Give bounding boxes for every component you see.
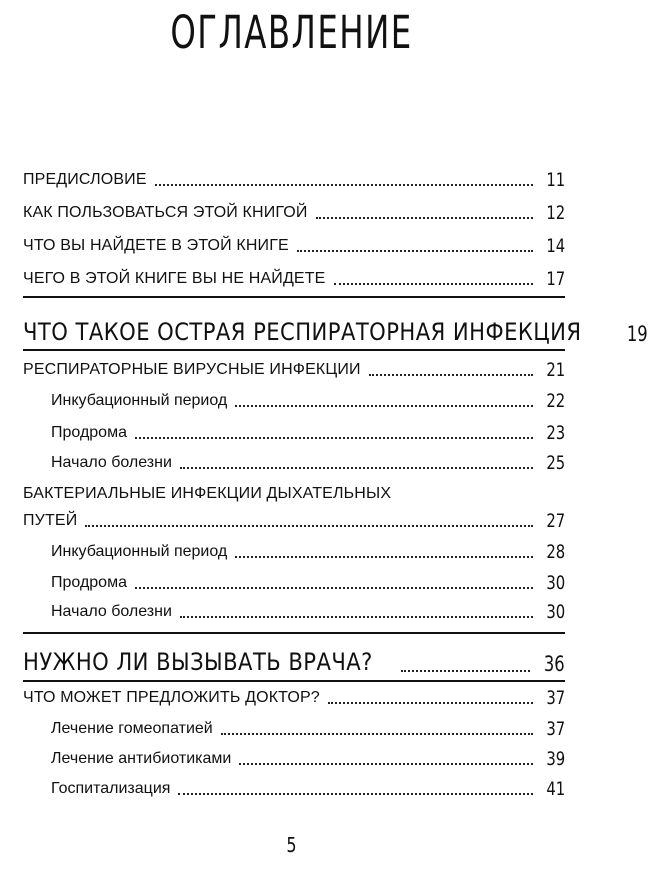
toc-entry-foreword[interactable]: [23, 170, 565, 190]
dot-leader: [135, 587, 533, 589]
dot-leader: [401, 670, 531, 672]
toc-part-heading-page: 36: [544, 652, 565, 676]
toc-entry-doctor-offer[interactable]: [23, 688, 565, 708]
dot-leader: [180, 467, 533, 469]
toc-subentry-antibiotics[interactable]: [23, 749, 565, 769]
toc-part-heading-page: 19: [626, 322, 648, 346]
toc-subentry-homeopathy[interactable]: [23, 719, 565, 739]
dot-leader: [239, 763, 532, 765]
toc-subentry-label: Лечение антибиотиками: [51, 750, 232, 767]
dot-leader: [297, 250, 533, 252]
dot-leader: [235, 405, 533, 407]
toc-subentry-page: 22: [546, 390, 565, 412]
toc-subentry-label: Лечение гомеопатией: [51, 720, 213, 737]
toc-part-heading-text: НУЖНО ЛИ ВЫЗЫВАТЬ ВРАЧА?: [23, 648, 373, 676]
toc-subentry-page: 41: [546, 778, 565, 800]
toc-entry-label: ПУТЕЙ: [23, 512, 78, 529]
dot-leader: [328, 702, 533, 704]
page-number: 5: [286, 833, 297, 857]
toc-part-heading-call-doctor[interactable]: [23, 648, 565, 676]
toc-part-heading-text: ЧТО ТАКОЕ ОСТРАЯ РЕСПИРАТОРНАЯ ИНФЕКЦИЯ: [23, 318, 582, 346]
dot-leader: [369, 374, 533, 376]
dot-leader: [85, 525, 532, 527]
dot-leader: [180, 616, 533, 618]
toc-subentry-hospitalization[interactable]: [23, 779, 565, 799]
toc-subentry-onset[interactable]: [23, 602, 565, 622]
dot-leader: [316, 217, 533, 219]
toc-entry-page: 27: [546, 510, 565, 532]
toc-subentry-onset[interactable]: [23, 453, 565, 473]
toc-subentry-page: 30: [546, 601, 565, 623]
toc-subentry-page: 37: [546, 718, 565, 740]
dot-leader: [135, 437, 533, 439]
page-title: ОГЛАВЛЕНИЕ: [170, 6, 413, 59]
toc-subentry-page: 25: [546, 452, 565, 474]
toc-entry-label: ЧТО МОЖЕТ ПРЕДЛОЖИТЬ ДОКТОР?: [23, 689, 320, 706]
dot-leader: [221, 733, 533, 735]
toc-subentry-label: Госпитализация: [51, 780, 171, 797]
toc-part-heading-label: [23, 648, 421, 676]
toc-subentry-page: 28: [546, 541, 565, 563]
toc-subentry-incubation[interactable]: [23, 542, 565, 562]
toc-subentry-label: Продрома: [51, 424, 127, 441]
section-divider: [23, 680, 565, 682]
toc-subentry-page: 30: [546, 572, 565, 594]
toc-subentry-label: Инкубационный период: [51, 543, 228, 560]
section-divider: [23, 296, 565, 298]
toc-subentry-label: Начало болезни: [51, 603, 172, 620]
toc-subentry-prodrome[interactable]: [23, 573, 565, 593]
toc-subentry-label: Продрома: [51, 574, 127, 591]
dot-leader: [235, 556, 533, 558]
toc-subentry-page: 39: [546, 748, 565, 770]
toc-subentry-incubation[interactable]: [23, 391, 565, 411]
toc-entry-page: 17: [546, 268, 565, 290]
toc-entry-page: 14: [546, 235, 565, 257]
toc-entry-label: РЕСПИРАТОРНЫЕ ВИРУСНЫЕ ИНФЕКЦИИ: [23, 361, 361, 378]
toc-entry-page: 11: [546, 169, 565, 191]
section-divider: [23, 349, 565, 351]
dot-leader: [178, 793, 532, 795]
toc-entry-how-to-use[interactable]: [23, 203, 565, 223]
toc-entry-what-you-wont-find[interactable]: [23, 269, 565, 289]
toc-part-heading-ari[interactable]: [23, 318, 648, 346]
toc-entry-label: КАК ПОЛЬЗОВАТЬСЯ ЭТОЙ КНИГОЙ: [23, 204, 308, 221]
toc-subentry-label: Начало болезни: [51, 454, 172, 471]
dot-leader: [334, 283, 533, 285]
toc-subentry-label: Инкубационный период: [51, 392, 228, 409]
toc-entry-page: 21: [546, 359, 565, 381]
toc-part-heading-label: [23, 318, 658, 346]
toc-entry-label: ПРЕДИСЛОВИЕ: [23, 171, 147, 188]
toc-entry-label: ЧЕГО В ЭТОЙ КНИГЕ ВЫ НЕ НАЙДЕТЕ: [23, 270, 326, 287]
toc-entry-bacterial-line1[interactable]: БАКТЕРИАЛЬНЫЕ ИНФЕКЦИИ ДЫХАТЕЛЬНЫХ: [23, 485, 392, 502]
toc-entry-what-you-find[interactable]: [23, 236, 565, 256]
toc-entry-page: 12: [546, 202, 565, 224]
section-divider: [23, 632, 565, 634]
toc-entry-label: ЧТО ВЫ НАЙДЕТЕ В ЭТОЙ КНИГЕ: [23, 237, 289, 254]
toc-subentry-prodrome[interactable]: [23, 423, 565, 443]
toc-entry-page: 37: [546, 687, 565, 709]
table-of-contents: [23, 0, 648, 873]
toc-subentry-page: 23: [546, 422, 565, 444]
dot-leader: [155, 184, 533, 186]
toc-entry-viral-infections[interactable]: [23, 360, 565, 380]
toc-entry-bacterial-infections[interactable]: [23, 511, 565, 531]
